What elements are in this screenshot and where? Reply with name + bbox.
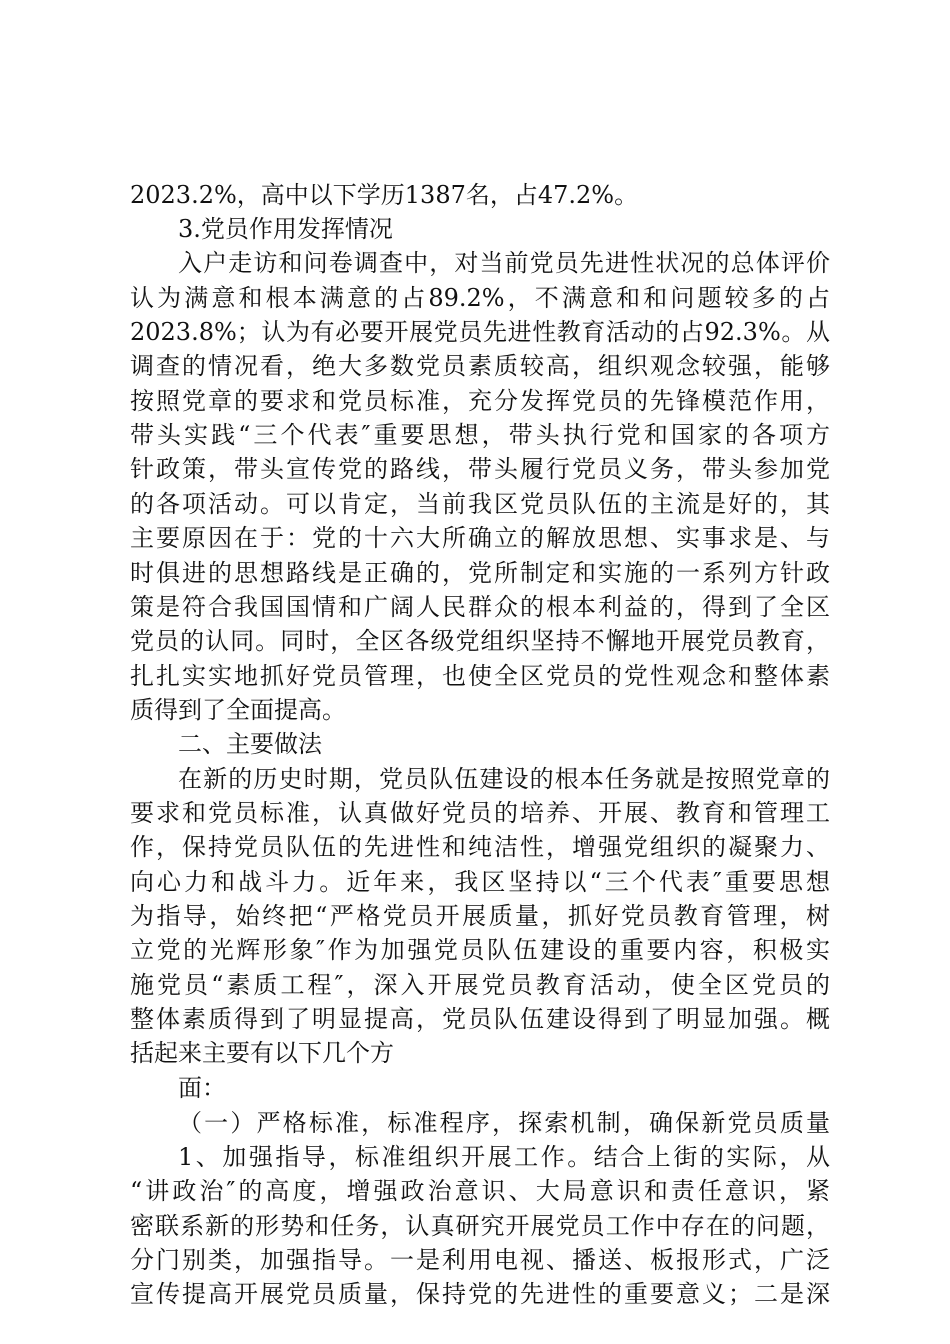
section-heading: 二、主要做法 <box>178 730 322 758</box>
text-line: 认为满意和根本满意的占89.2%，不满意和和问题较多的占 <box>130 284 830 312</box>
text-line: 调查的情况看，绝大多数党员素质较高，组织观念较强，能够 <box>130 352 830 380</box>
text-line: 密联系新的形势和任务，认真研究开展党员工作中存在的问题， <box>130 1212 830 1240</box>
text-line: 主要原因在于：党的十六大所确立的解放思想、实事求是、与 <box>130 524 830 552</box>
text-line: 时俱进的思想路线是正确的，党所制定和实施的一系列方针政 <box>130 559 830 587</box>
text-line: 宣传提高开展党员质量，保持党的先进性的重要意义；二是深 <box>130 1280 830 1308</box>
text-line: 为指导，始终把“严格党员开展质量，抓好党员教育管理，树 <box>130 902 830 930</box>
text-line: 要求和党员标准，认真做好党员的培养、开展、教育和管理工 <box>130 799 830 827</box>
text-line: 面： <box>178 1074 226 1102</box>
text-line: 策是符合我国国情和广阔人民群众的根本利益的，得到了全区 <box>130 593 830 621</box>
text-line: 扎扎实实地抓好党员管理，也使全区党员的党性观念和整体素 <box>130 662 830 690</box>
text-line: 作，保持党员队伍的先进性和纯洁性，增强党组织的凝聚力、 <box>130 833 830 861</box>
section-heading: 3.党员作用发挥情况 <box>178 215 393 243</box>
text-line: 整体素质得到了明显提高，党员队伍建设得到了明显加强。概 <box>130 1005 830 1033</box>
text-line: “讲政治″的高度，增强政治意识、大局意识和责任意识，紧 <box>130 1177 830 1205</box>
text-line: 立党的光辉形象″作为加强党员队伍建设的重要内容，积极实 <box>130 936 830 964</box>
text-line: 在新的历史时期，党员队伍建设的根本任务就是按照党章的 <box>178 765 830 793</box>
text-line: 入户走访和问卷调查中，对当前党员先进性状况的总体评价 <box>178 249 830 277</box>
text-line: 党员的认同。同时，全区各级党组织坚持不懈地开展党员教育， <box>130 627 830 655</box>
text-line: 2023.2%，高中以下学历1387名，占47.2%。 <box>130 181 639 209</box>
section-heading: （一）严格标准，标准程序，探索机制，确保新党员质量 <box>178 1109 830 1137</box>
text-line: 按照党章的要求和党员标准，充分发挥党员的先锋模范作用， <box>130 387 830 415</box>
text-line: 2023.8%；认为有必要开展党员先进性教育活动的占92.3%。从 <box>130 318 830 346</box>
text-line: 的各项活动。可以肯定，当前我区党员队伍的主流是好的，其 <box>130 490 830 518</box>
text-line: 带头实践“三个代表″重要思想，带头执行党和国家的各项方 <box>130 421 830 449</box>
text-line: 质得到了全面提高。 <box>130 696 346 724</box>
text-line: 向心力和战斗力。近年来，我区坚持以“三个代表″重要思想 <box>130 868 830 896</box>
text-line: 括起来主要有以下几个方 <box>130 1039 394 1067</box>
text-line: 针政策，带头宣传党的路线，带头履行党员义务，带头参加党 <box>130 455 830 483</box>
text-line: 施党员“素质工程″，深入开展党员教育活动，使全区党员的 <box>130 971 830 999</box>
text-line: 1、加强指导，标准组织开展工作。结合上街的实际，从 <box>178 1143 830 1171</box>
text-line: 分门别类，加强指导。一是利用电视、播送、板报形式，广泛 <box>130 1246 830 1274</box>
